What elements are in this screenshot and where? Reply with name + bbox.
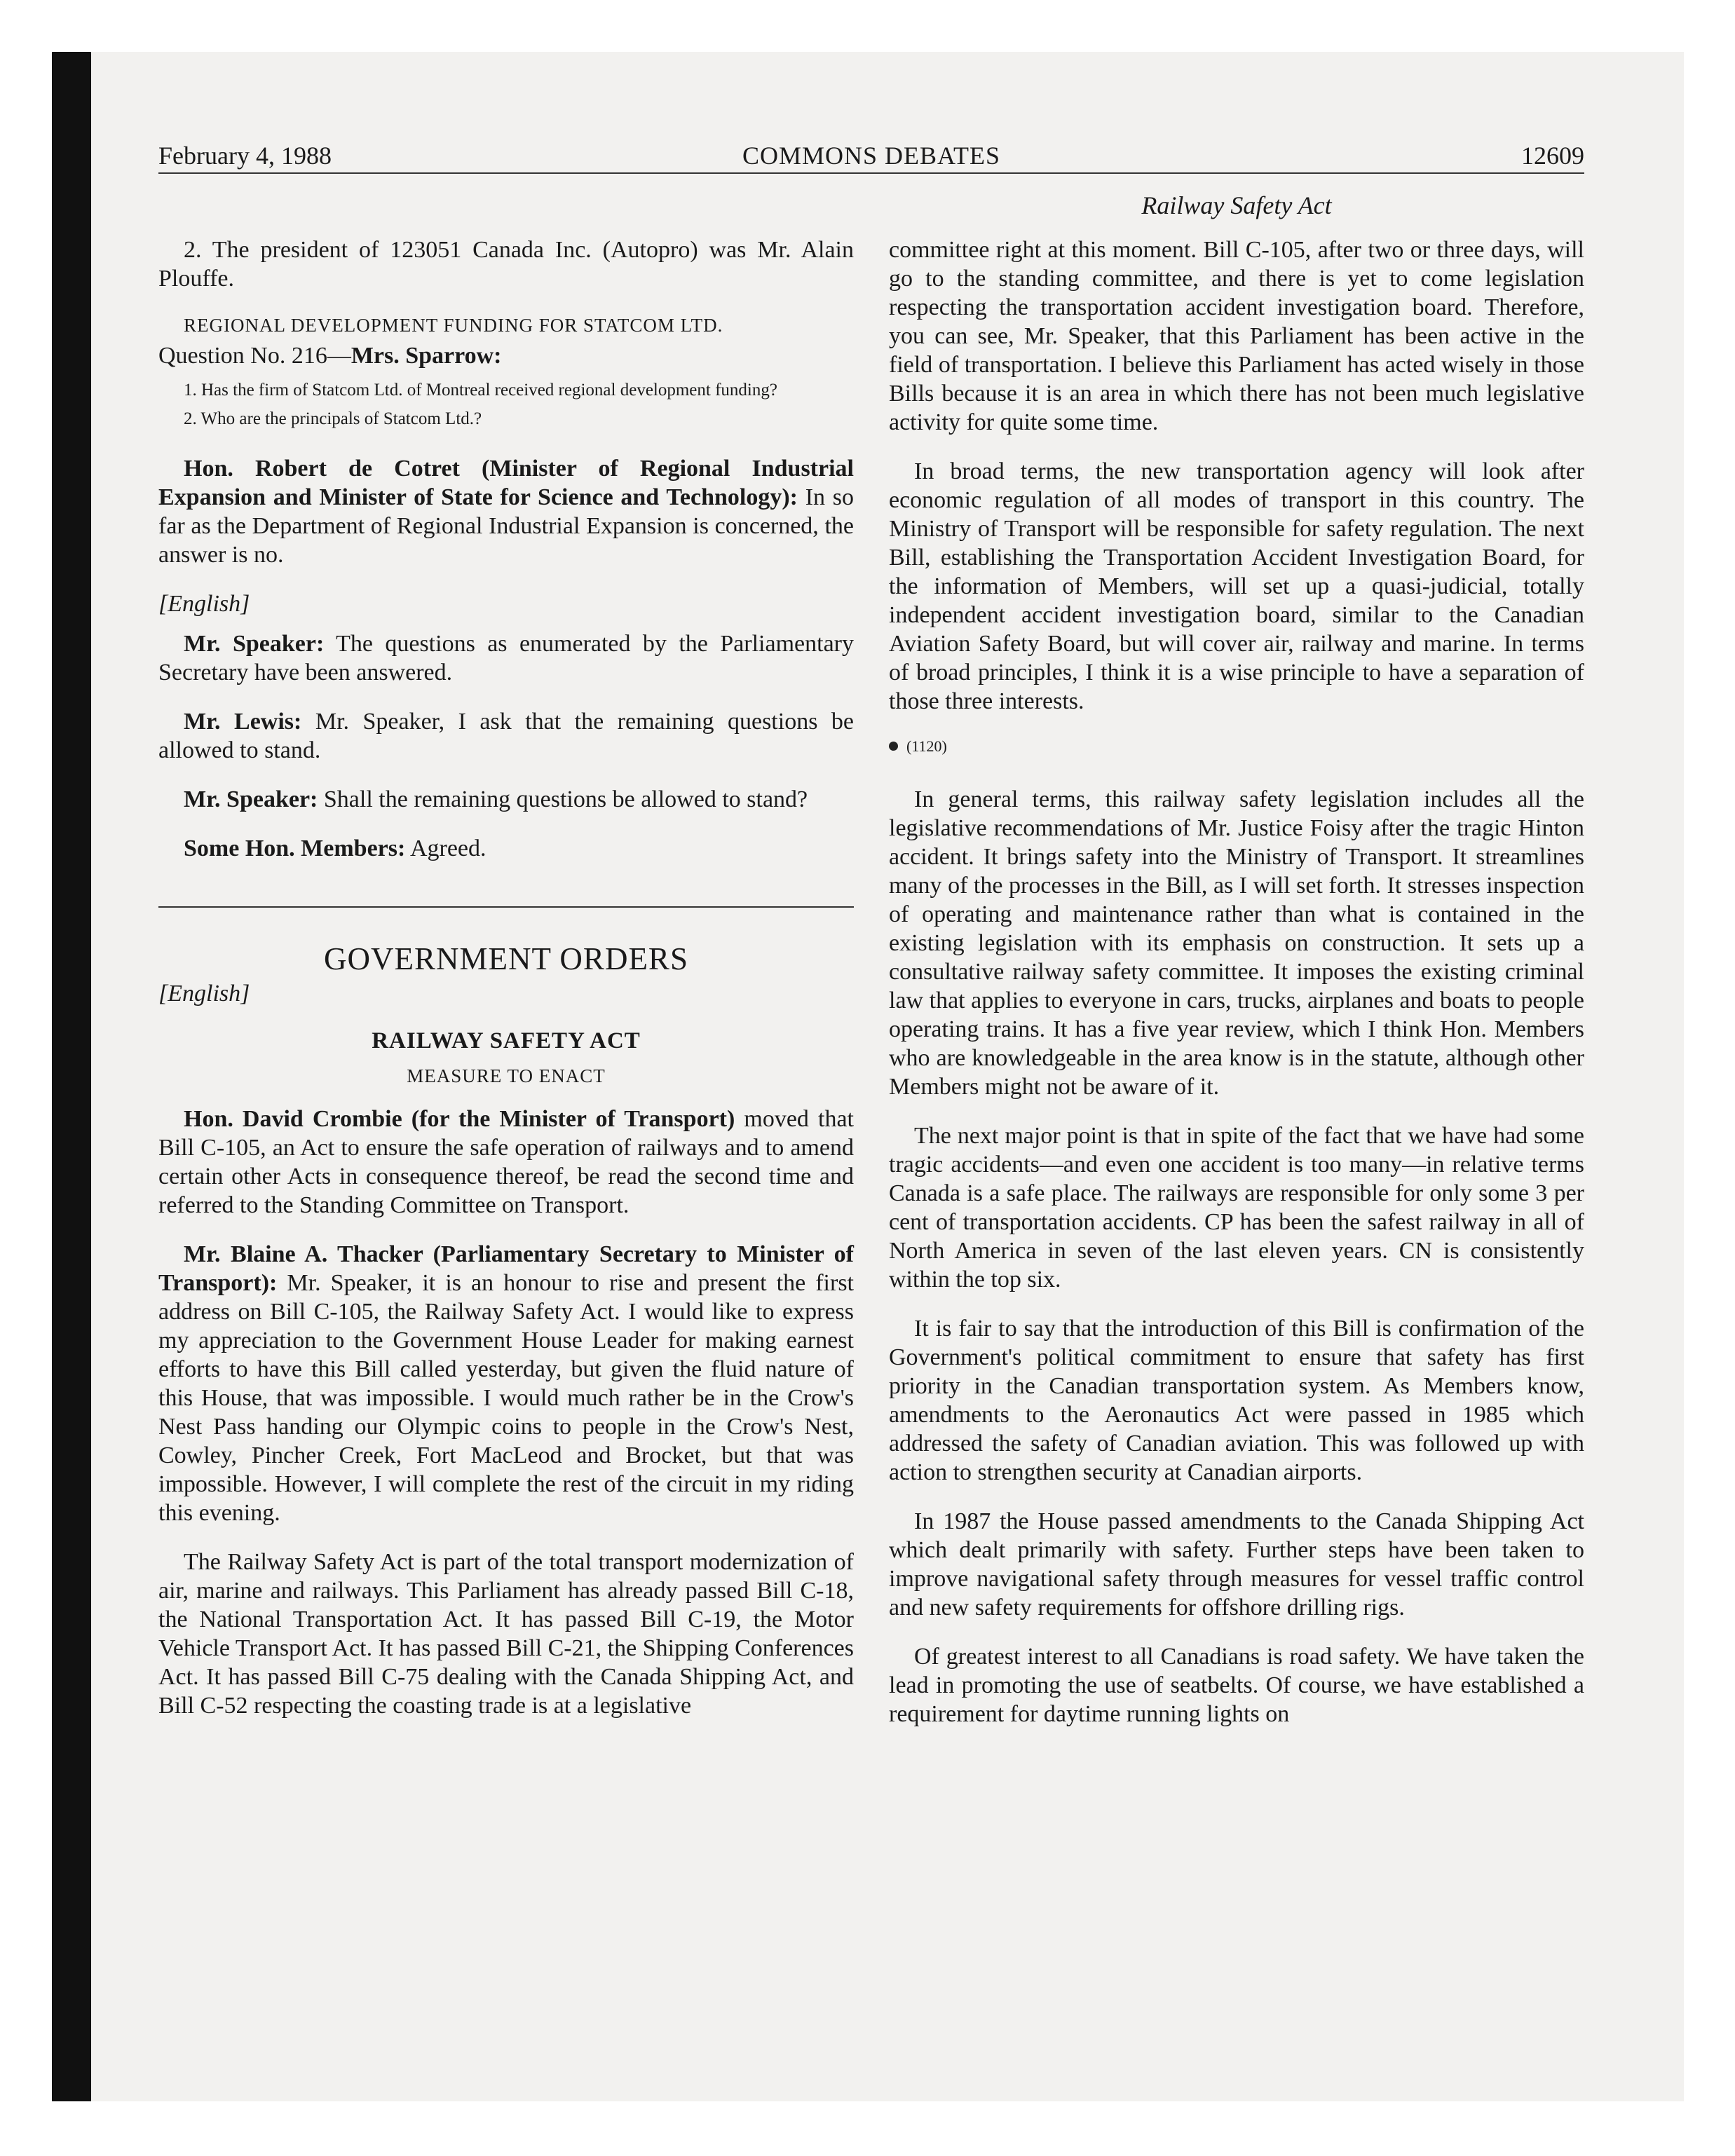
speech-text: Mr. Speaker, it is an honour to rise and present the first address on Bill C-105, the Railway Safety Act. I would like to express my appreciation to the Government House Leader for making earnest efforts to have this Bill called yesterday, but given the fluid nature of this House, that was impossible. I would much rather be in the Crow's Nest Pass handing our Olympic coins to people in the Crow's Nest, Cowley, Pincher Creek, Fort MacLeod and Brocket, but that was impossible. However, I will complete the rest of the circuit in my riding this evening.: [158, 1270, 854, 1526]
page-header: [158, 137, 1584, 174]
speaker-name: Mr. Lewis:: [184, 709, 302, 735]
speech-text: moved that Bill C-105, an Act to ensure the safe operation of railways and to amend certain other Acts in consequence thereof, be read the second time and referred to the Standing Committee on Transport.: [158, 1106, 854, 1218]
speaker-paragraph: [158, 785, 854, 814]
speaker-name: Mr. Blaine A. Thacker (Parliamentary Secretary to Minister of Transport):: [158, 1241, 854, 1296]
left-column: [158, 236, 854, 1740]
question-asker: Mrs. Sparrow:: [351, 343, 502, 369]
time-marker: [889, 736, 1584, 757]
speaker-paragraph: [158, 629, 854, 687]
section-title: GOVERNMENT ORDERS: [324, 941, 688, 976]
scan-edge-bar: [52, 52, 91, 2101]
question-number: Question No. 216—: [158, 343, 351, 369]
bill-subtitle: MEASURE TO ENACT: [407, 1065, 606, 1086]
cotret-paragraph: [158, 454, 854, 569]
paragraph-6: In 1987 the House passed amendments to the Canada Shipping Act which dealt primarily with safety. Further steps have been taken to improve navigational safety through measures for vessel traffic control and new safety requirements for offshore drilling rigs.: [889, 1508, 1584, 1621]
speaker-name: Mr. Speaker:: [184, 631, 325, 657]
question-number-line: [158, 341, 854, 370]
bill-title: RAILWAY SAFETY ACT: [372, 1028, 641, 1053]
header-date: February 4, 1988: [158, 142, 332, 170]
question-item: 2. Who are the principals of Statcom Ltd.?: [184, 409, 482, 428]
speech-text: Shall the remaining questions be allowed to stand?: [323, 786, 808, 812]
bullet-icon: [889, 742, 898, 751]
speaker-name: Some Hon. Members:: [184, 835, 406, 861]
members-paragraph: [158, 834, 854, 863]
paragraph-4: The next major point is that in spite of the fact that we have had some tragic accidents—and even one accident is too many—in relative terms Canada is a safe place. The railways are responsible for only some 3 per cent of transportation accidents. CP has been the safest railway in all of North America in seven of the last eleven years. CN is consistently within the top six.: [889, 1123, 1584, 1292]
question-title: REGIONAL DEVELOPMENT FUNDING FOR STATCOM LTD.: [184, 315, 723, 336]
answer-item: 2. The president of 123051 Canada Inc. (Autopro) was Mr. Alain Plouffe.: [158, 237, 854, 292]
speaker-name: Hon. Robert de Cotret (Minister of Regional Industrial Expansion and Minister of State for Science and Technology):: [158, 456, 854, 510]
speech-text: Mr. Speaker, I ask that the remaining questions be allowed to stand.: [158, 709, 854, 763]
lewis-paragraph: [158, 707, 854, 765]
speech-text: In so far as the Department of Regional Industrial Expansion is concerned, the answer is no.: [158, 484, 854, 568]
header-page-number: 12609: [1521, 142, 1584, 170]
section-rule: [158, 906, 854, 908]
paragraph-7: Of greatest interest to all Canadians is road safety. We have taken the lead in promoting the use of seatbelts. Of course, we have established a requirement for daytime running lights on: [889, 1644, 1584, 1727]
speech-text: Agreed.: [409, 835, 487, 861]
speech-text: The questions as enumerated by the Parliamentary Secretary have been answered.: [158, 631, 854, 685]
speaker-name: Hon. David Crombie (for the Minister of Transport): [184, 1106, 735, 1132]
crombie-paragraph: [158, 1105, 854, 1220]
header-rule: [158, 172, 1584, 174]
paragraph-5: It is fair to say that the introduction of this Bill is confirmation of the Government's political commitment to ensure that safety has first priority in the Canadian transportation system. As Members know, amendments to the Aeronautics Act were passed in 1985 which addressed the safety of Canadian aviation. This was followed up with action to strengthen security at Canadian airports.: [889, 1316, 1584, 1485]
paragraph-2: In broad terms, the new transportation agency will look after economic regulation of all modes of transport in this country. The Ministry of Transport will be responsible for safety regulation. The next Bill, establishing the Transportation Accident Investigation Board, for the information of Members, will set up a quasi-judicial, totally independent accident investigation board, similar to the Canadian Aviation Safety Board, but will cover air, railway and marine. In terms of broad principles, I think it is a wise principle to have a separation of those three interests.: [889, 458, 1584, 714]
paragraph-3: In general terms, this railway safety legislation includes all the legislative recommendations of Mr. Justice Foisy after the tragic Hinton accident. It brings safety into the Ministry of Transport. It streamlines many of the processes in the Bill, as I will set forth. It stresses inspection of operating and maintenance rather than what is contained in the existing legislation with its emphasis on construction. It sets up a consultative railway safety committee. It imposes the existing criminal law that applies to everyone in cars, trucks, airplanes and boats to people operating trains. It has a five year review, which I think Hon. Members who are knowledgeable in the area know is in the statute, although other Members might not be aware of it.: [889, 786, 1584, 1100]
running-head: Railway Safety Act: [1141, 191, 1332, 219]
header-title: COMMONS DEBATES: [742, 142, 1001, 170]
thacker-paragraph: [158, 1240, 854, 1527]
language-marker: [English]: [158, 981, 250, 1007]
language-marker: [English]: [158, 591, 250, 617]
paragraph-1: committee right at this moment. Bill C-105, after two or three days, will go to the standing committee, and there is yet to come legislation respecting the transportation accident investigation board. Therefore, you can see, Mr. Speaker, that this Parliament has been active in the field of transportation. I believe this Parliament has acted wisely in those Bills because it is an area in which there has not been much legislative activity for quite some time.: [889, 237, 1584, 435]
right-column: [889, 236, 1584, 1749]
question-item: 1. Has the firm of Statcom Ltd. of Montreal received regional development funding?: [184, 381, 777, 400]
time-marker-text: (1120): [906, 737, 947, 755]
speaker-name: Mr. Speaker:: [184, 786, 318, 812]
thacker-paragraph-2: The Railway Safety Act is part of the total transport modernization of air, marine and railways. This Parliament has already passed Bill C-18, the National Transportation Act. It has passed Bill C-19, the Motor Vehicle Transport Act. It has passed Bill C-21, the Shipping Conferences Act. It has passed Bill C-75 dealing with the Canada Shipping Act, and Bill C-52 respecting the coasting trade is at a legislative: [158, 1549, 854, 1719]
